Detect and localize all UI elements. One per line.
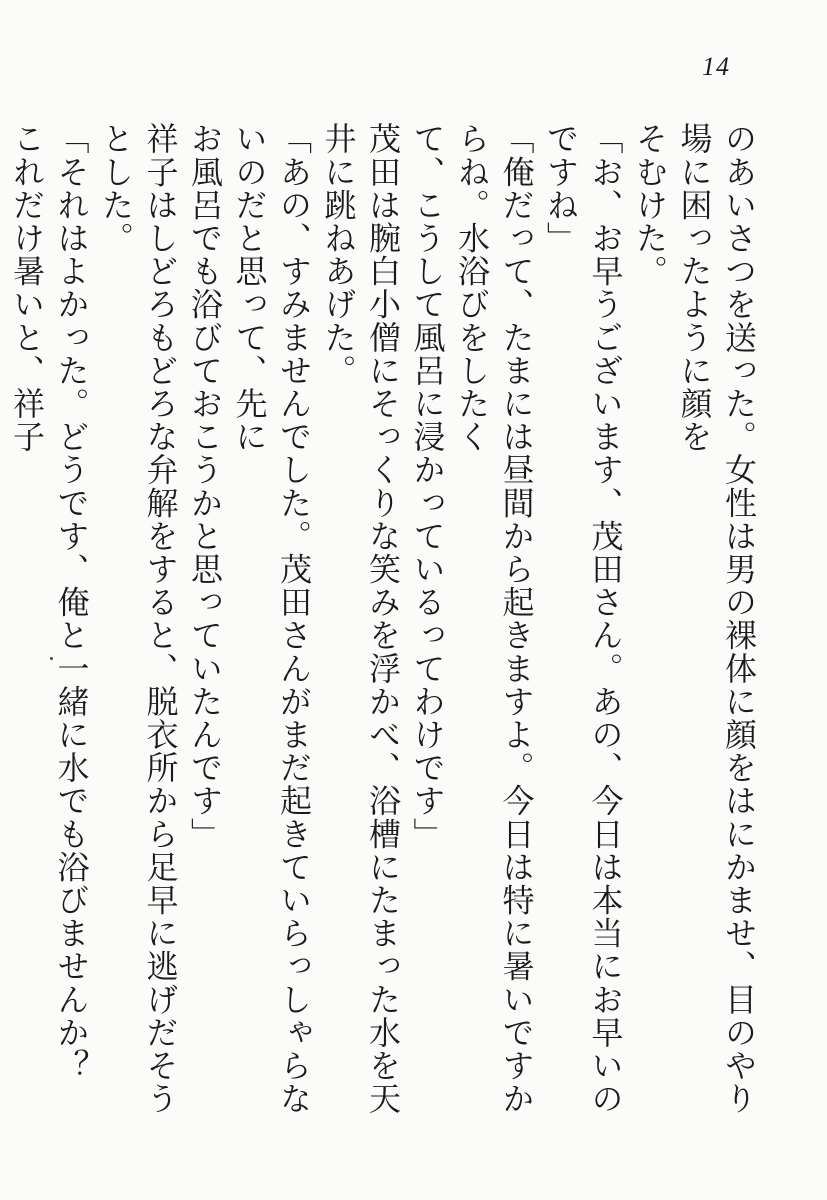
vertical-text-body (8, 122, 761, 1132)
text-line: お風呂でも浴びておこうかと思っていたんです」 (186, 122, 224, 851)
text-line: 「あの、すみませんでした。茂田さんがまだ起きていらっしゃらないのだと思って、先に (230, 122, 313, 1115)
text-line: 祥子はしどろもどろな弁解をすると、脱衣所から足早に逃げだそうとした。 (97, 122, 180, 1115)
page-number: 14 (702, 52, 730, 81)
scan-speck (50, 657, 53, 660)
text-line: のあいさつを送った。女性は男の裸体に顔をはにかませ、目のやり場に困ったように顔を (675, 122, 758, 1115)
text-line: そむけた。 (631, 122, 669, 288)
text-line: 「俺だって、たまには昼間から起きますよ。今日は特に暑いですからね。水浴びをしたく (453, 122, 536, 1115)
text-line: 「お、お早うございます、茂田さん。あの、今日は本当にお早いのですね」 (542, 122, 625, 1115)
text-line: て、こうして風呂に浸かっているってわけです」 (408, 122, 447, 851)
text-line: 茂田は腕白小僧にそっくりな笑みを浮かべ、浴槽にたまった水を天井に跳ねあげた。 (319, 122, 402, 1115)
text-line: 「それはよかった。どうです、俺と一緒に水でも浴びませんか？ これだけ暑いと、祥子 (8, 122, 91, 1116)
text-line (0, 122, 5, 1132)
